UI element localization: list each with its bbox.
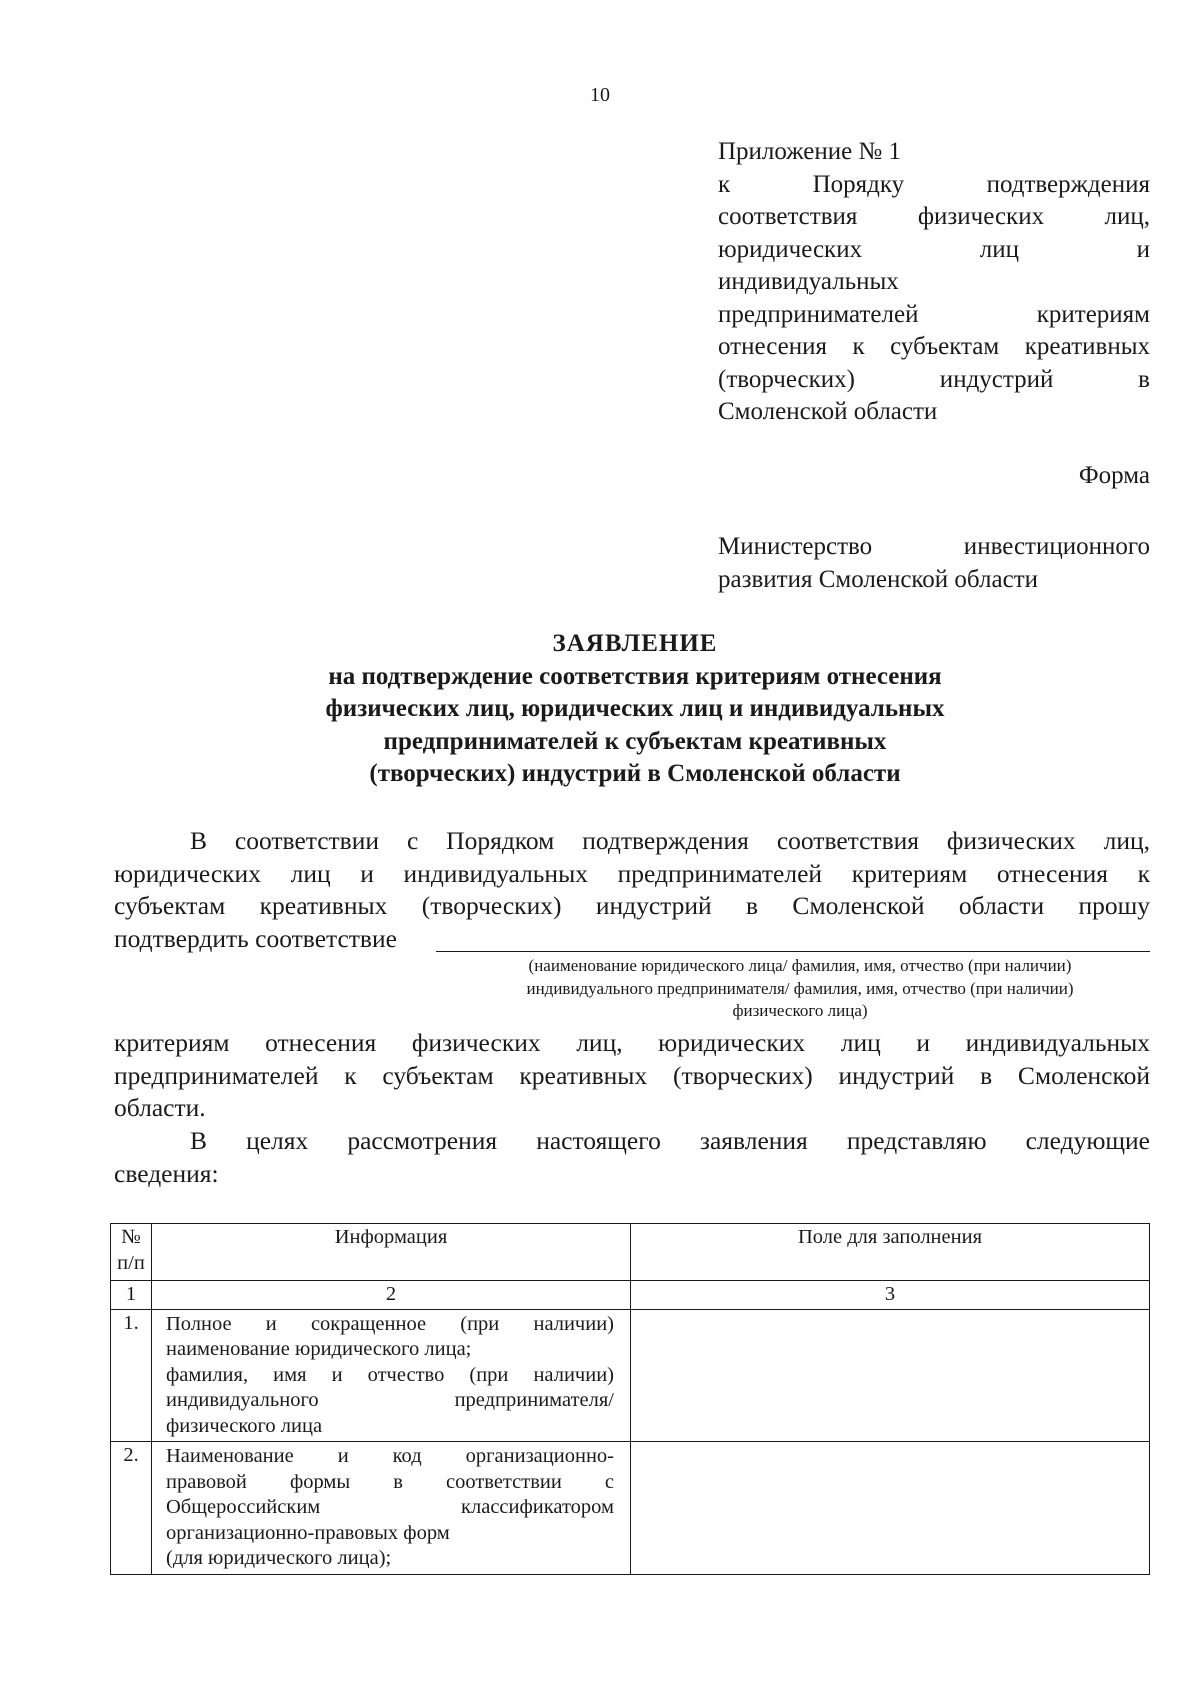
row-line: фамилия, имя и отчество (при наличии) <box>166 1363 614 1386</box>
table-header-row <box>111 1224 1150 1281</box>
appendix-line: к Порядку подтверждения <box>718 170 1150 198</box>
document-title: ЗАЯВЛЕНИЕ <box>552 630 718 657</box>
row-line: правовой формы в соответствии с <box>166 1470 614 1493</box>
row-number: 1. <box>111 1309 152 1442</box>
paragraph-intro <box>114 825 1150 923</box>
paragraph-line: критериям отнесения физических лиц, юридических лиц и индивидуальных <box>114 1028 1150 1057</box>
column-number: 1 <box>111 1281 152 1310</box>
paragraph-line: области. <box>114 1093 206 1122</box>
paragraph-line: подтвердить соответствие <box>114 924 397 953</box>
recipient-line: Министерство инвестиционного <box>718 533 1150 560</box>
paragraph-line: предпринимателей к субъектам креативных (творческих) индустрий в Смоленской <box>114 1060 1150 1090</box>
applicant-fill-row <box>114 923 1150 956</box>
table-row <box>111 1309 1150 1442</box>
appendix-line: предпринимателей критериям <box>718 300 1150 328</box>
appendix-line: (творческих) индустрий в <box>718 365 1150 393</box>
paragraph-line: юридических лиц и индивидуальных предпринимателей критериям отнесения к <box>114 858 1150 888</box>
paragraph-line: субъектам креативных (творческих) индустрий в Смоленской области прошу <box>114 891 1150 920</box>
header-information: Информация <box>152 1224 631 1281</box>
row-value-field[interactable] <box>631 1309 1150 1442</box>
appendix-block <box>718 136 1150 429</box>
recipient-line: развития Смоленской области <box>718 566 1038 593</box>
heading-line: (творческих) индустрий в Смоленской области <box>369 760 901 787</box>
row-line: Полное и сокращенное (при наличии) <box>166 1312 614 1335</box>
information-table <box>110 1223 1150 1575</box>
paragraph-purpose <box>114 1125 1150 1190</box>
appendix-line: отнесения к субъектам креативных <box>718 333 1150 360</box>
row-number: 2. <box>111 1442 152 1575</box>
row-line: наименование юридического лица; <box>166 1338 472 1360</box>
row-line: Наименование и код организационно- <box>166 1445 614 1467</box>
paragraph-line: В целях рассмотрения настоящего заявления представляю следующие <box>190 1126 1150 1155</box>
appendix-line: соответствия физических лиц, <box>718 203 1150 230</box>
paragraph-criteria <box>114 1027 1150 1125</box>
document-heading <box>0 628 1200 791</box>
header-number: № п/п <box>111 1224 152 1281</box>
page-number: 10 <box>590 84 610 106</box>
row-value-field[interactable] <box>631 1442 1150 1575</box>
caption-line: физического лица) <box>732 1001 868 1020</box>
paragraph-line: сведения: <box>114 1158 219 1188</box>
row-line: организационно-правовых форм <box>166 1521 450 1544</box>
heading-line: на подтверждение соответствия критериям отнесения <box>328 662 942 690</box>
appendix-line: юридических лиц и <box>718 235 1150 263</box>
caption-line: (наименование юридического лица/ фамилия, имя, отчество (при наличии) <box>528 956 1072 975</box>
caption-line: индивидуального предпринимателя/ фамилия, имя, отчество (при наличии) <box>526 978 1074 998</box>
column-number: 2 <box>152 1281 631 1310</box>
row-line: Общероссийским классификатором <box>166 1496 614 1518</box>
paragraph-line: В соответствии с Порядком подтверждения соответствия физических лиц, <box>190 826 1150 855</box>
row-line: (для юридического лица); <box>166 1547 392 1569</box>
recipient-block <box>718 530 1150 596</box>
heading-line: физических лиц, юридических лиц и индивидуальных <box>325 695 945 722</box>
form-label: Форма <box>1078 462 1150 489</box>
column-number: 3 <box>631 1281 1150 1310</box>
row-description <box>152 1309 631 1442</box>
heading-line: предпринимателей к субъектам креативных <box>383 727 887 755</box>
row-description <box>152 1442 631 1575</box>
row-line: физического лица <box>166 1414 323 1437</box>
row-line: индивидуального предпринимателя/ <box>166 1389 614 1411</box>
applicant-name-field[interactable] <box>436 951 1150 952</box>
header-field: Поле для заполнения <box>631 1224 1150 1281</box>
appendix-line: Смоленской области <box>718 398 938 425</box>
field-caption <box>440 955 1160 1023</box>
column-number-row <box>111 1281 1150 1310</box>
table-row <box>111 1442 1150 1575</box>
appendix-line: индивидуальных <box>718 268 899 295</box>
appendix-title: Приложение № 1 <box>718 138 902 165</box>
